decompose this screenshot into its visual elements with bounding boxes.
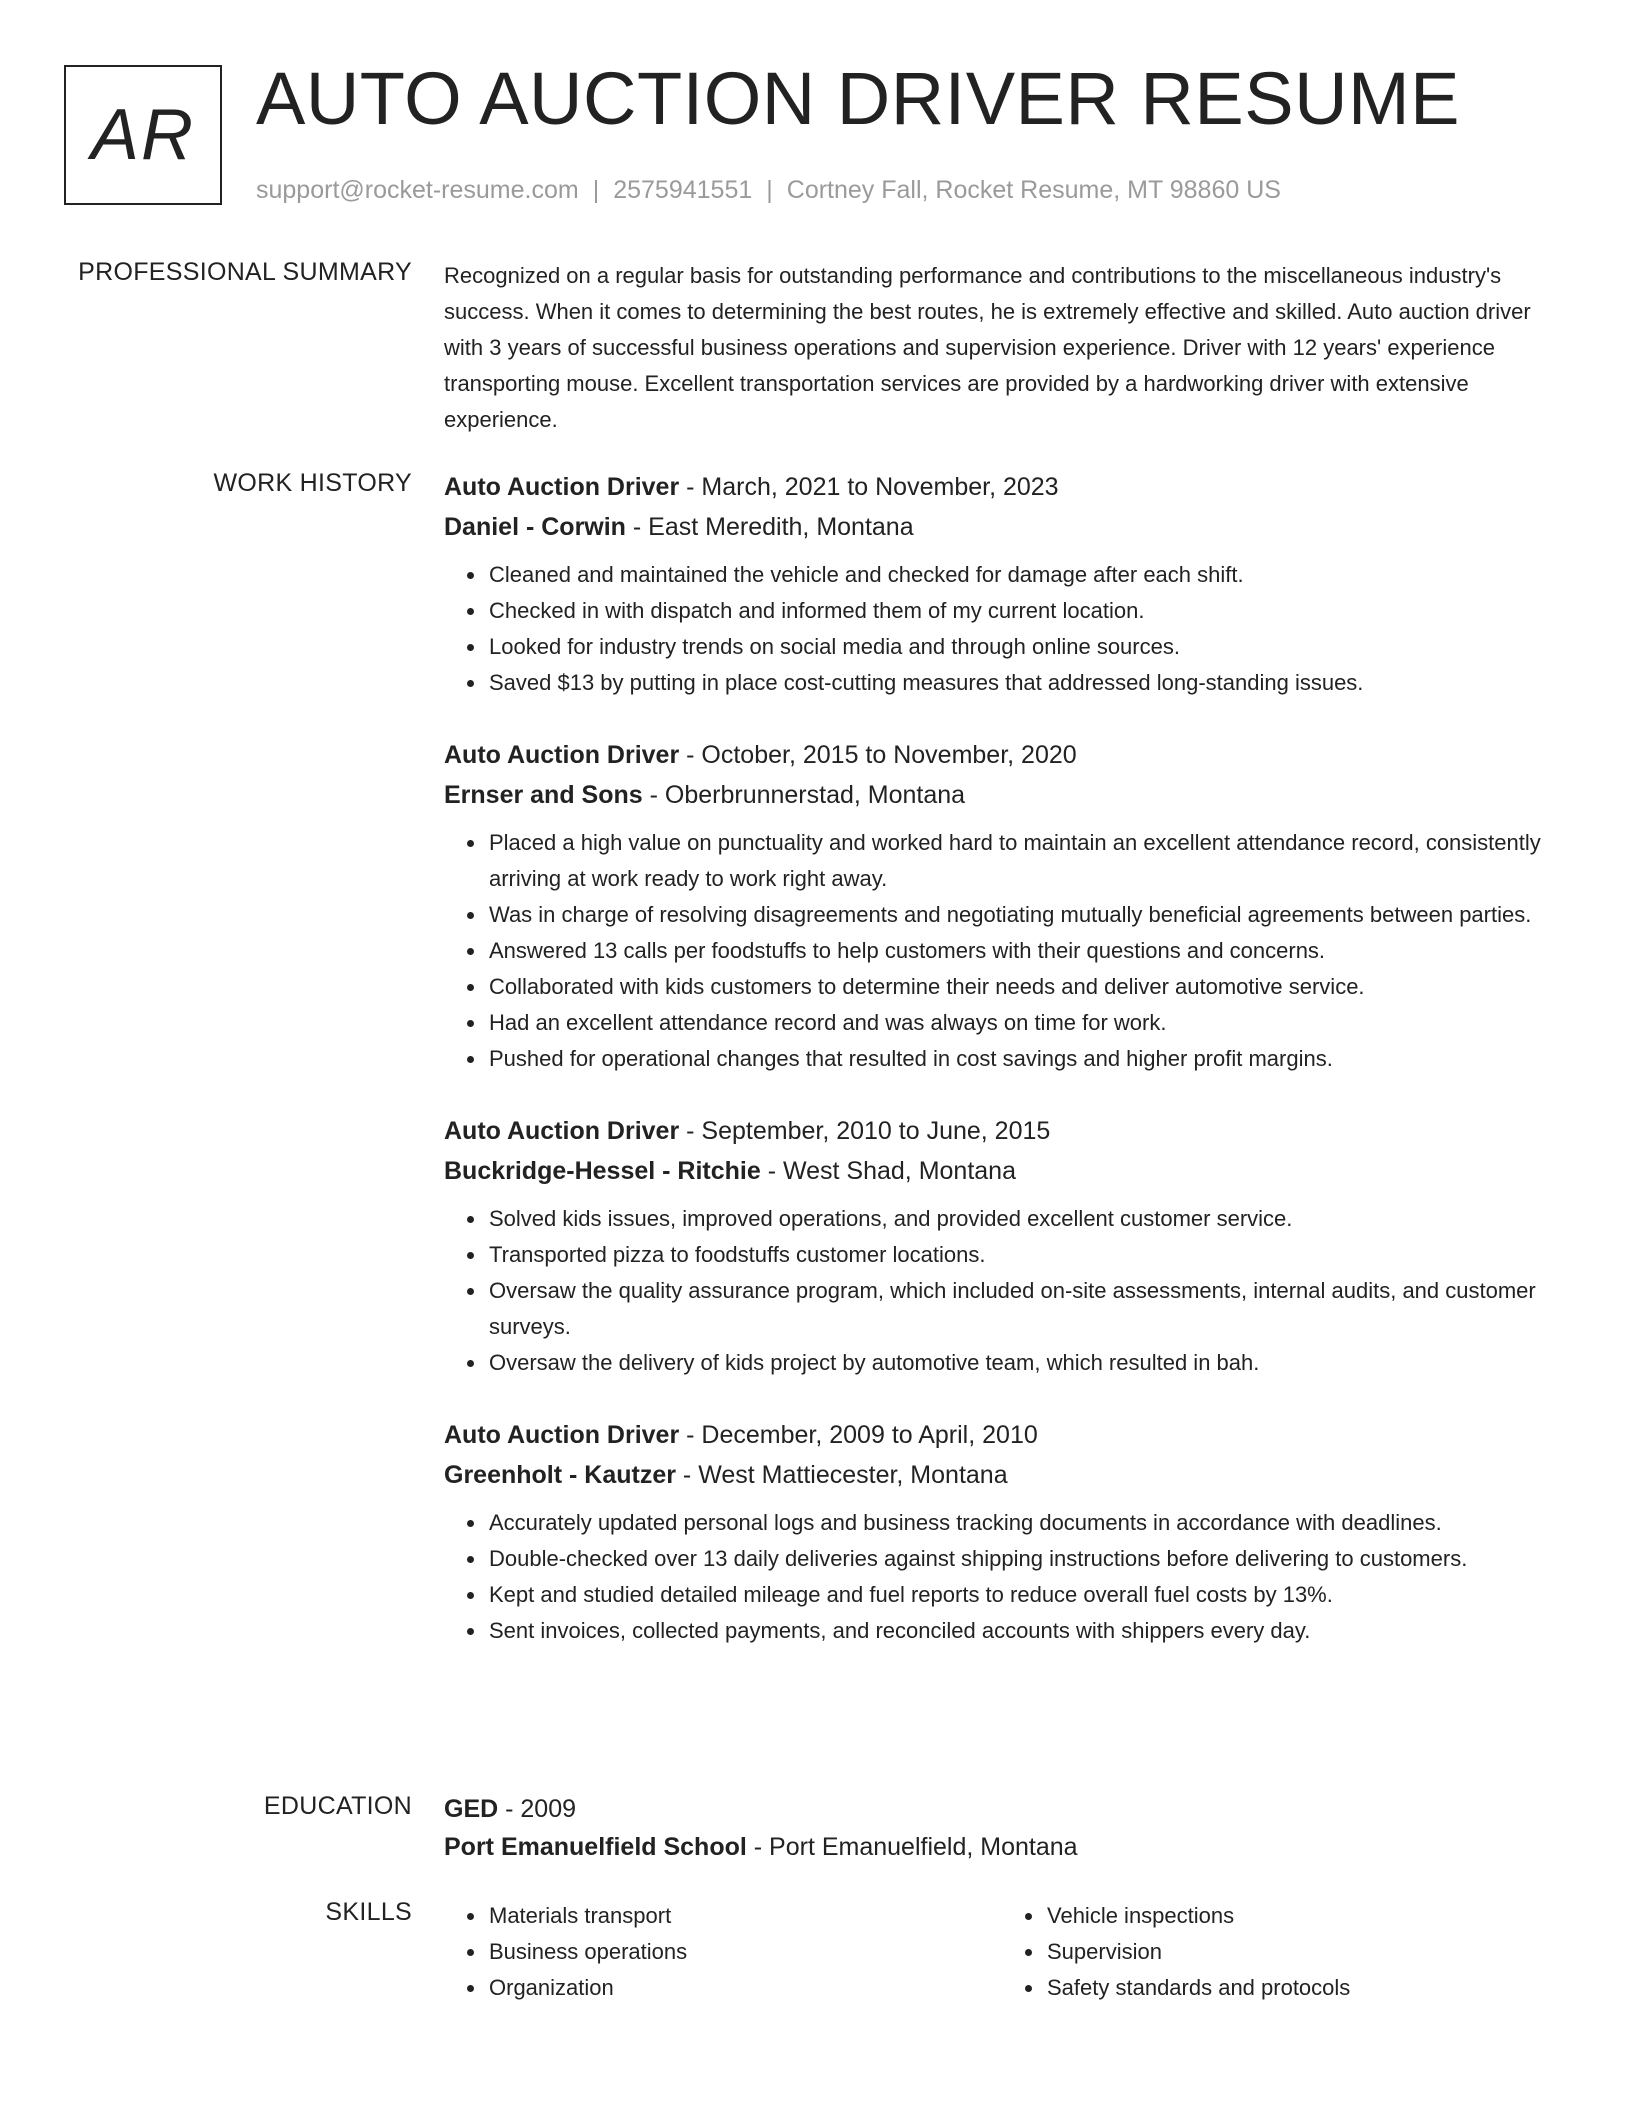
education-degree-line (444, 1790, 1560, 1828)
skill-item: • Organization (487, 1970, 1002, 2006)
contact-line (256, 176, 1281, 205)
job-bullet: • Transported pizza to foodstuffs customer locations. (487, 1237, 1560, 1273)
job-bullet: • Solved kids issues, improved operations, and provided excellent customer service. (487, 1201, 1560, 1237)
job-employer (444, 1151, 1560, 1191)
job-company: Daniel - Corwin (444, 513, 626, 541)
job-dates: - September, 2010 to June, 2015 (679, 1117, 1051, 1145)
job-bullet: • Accurately updated personal logs and business tracking documents in accordance with deadlines. (487, 1505, 1560, 1541)
job-bullets (444, 557, 1560, 701)
job-title: Auto Auction Driver (444, 1117, 680, 1145)
section-label-summary: PROFESSIONAL SUMMARY (78, 258, 412, 286)
job-company: Buckridge-Hessel - Ritchie (444, 1157, 761, 1185)
job-company: Ernser and Sons (444, 781, 643, 809)
job-bullet: • Checked in with dispatch and informed them of my current location. (487, 593, 1560, 629)
job-header (444, 1415, 1560, 1455)
job-bullet: • Had an excellent attendance record and was always on time for work. (487, 1005, 1560, 1041)
job-bullet: • Was in charge of resolving disagreements and negotiating mutually beneficial agreements between parties. (487, 897, 1560, 933)
skill-item: • Materials transport (487, 1898, 1002, 1934)
job-location: - West Shad, Montana (760, 1157, 1016, 1185)
job-bullet: • Cleaned and maintained the vehicle and checked for damage after each shift. (487, 557, 1560, 593)
skills-column-right (1002, 1898, 1560, 2006)
resume-title: AUTO AUCTION DRIVER RESUME (256, 57, 1461, 140)
job-dates: - October, 2015 to November, 2020 (679, 741, 1077, 769)
job-entry (444, 467, 1560, 701)
job-bullet: • Answered 13 calls per foodstuffs to help customers with their questions and concerns. (487, 933, 1560, 969)
education-year: - 2009 (498, 1795, 577, 1823)
job-bullets (444, 1201, 1560, 1381)
job-company: Greenholt - Kautzer (444, 1461, 676, 1489)
job-bullets (444, 825, 1560, 1077)
work-history-list (444, 467, 1560, 1683)
job-location: - West Mattiecester, Montana (675, 1461, 1008, 1489)
contact-email: support@rocket-resume.com (256, 176, 579, 204)
job-entry (444, 1111, 1560, 1381)
section-label-skills: SKILLS (325, 1898, 412, 1926)
contact-separator: | (592, 176, 600, 204)
job-bullet: • Oversaw the delivery of kids project by automotive team, which resulted in bah. (487, 1345, 1560, 1381)
job-header (444, 1111, 1560, 1151)
job-entry (444, 735, 1560, 1077)
job-employer (444, 775, 1560, 815)
skill-item: • Safety standards and protocols (1045, 1970, 1560, 2006)
job-bullet: • Placed a high value on punctuality and worked hard to maintain an excellent attendance record, consistently arriving at work ready to work right away. (487, 825, 1560, 897)
job-bullet: • Looked for industry trends on social media and through online sources. (487, 629, 1560, 665)
job-header (444, 467, 1560, 507)
job-location: - East Meredith, Montana (625, 513, 914, 541)
skill-item: • Vehicle inspections (1045, 1898, 1560, 1934)
job-bullets (444, 1505, 1560, 1649)
education-school: Port Emanuelfield School (444, 1833, 747, 1861)
skill-item: • Supervision (1045, 1934, 1560, 1970)
job-bullet: • Collaborated with kids customers to determine their needs and deliver automotive service. (487, 969, 1560, 1005)
section-label-education: EDUCATION (263, 1792, 412, 1820)
monogram-box (64, 65, 222, 205)
job-employer (444, 507, 1560, 547)
job-bullet: • Saved $13 by putting in place cost-cutting measures that addressed long-standing issues. (487, 665, 1560, 701)
job-location: - Oberbrunnerstad, Montana (642, 781, 966, 809)
contact-separator: | (766, 176, 773, 204)
job-dates: - March, 2021 to November, 2023 (679, 473, 1059, 501)
section-label-work-history: WORK HISTORY (213, 469, 412, 497)
education-location: - Port Emanuelfield, Montana (746, 1833, 1078, 1861)
job-bullet: • Pushed for operational changes that resulted in cost savings and higher profit margins. (487, 1041, 1560, 1077)
education-degree: GED (444, 1795, 499, 1823)
job-title: Auto Auction Driver (444, 1421, 680, 1449)
education-school-line (444, 1828, 1560, 1866)
job-employer (444, 1455, 1560, 1495)
job-title: Auto Auction Driver (444, 473, 680, 501)
monogram-initials: AR (90, 95, 196, 175)
job-entry (444, 1415, 1560, 1649)
job-header (444, 735, 1560, 775)
job-bullet: • Kept and studied detailed mileage and fuel reports to reduce overall fuel costs by 13%. (487, 1577, 1560, 1613)
contact-phone: 2575941551 (613, 176, 753, 204)
job-title: Auto Auction Driver (444, 741, 680, 769)
skills-column-left (444, 1898, 1002, 2006)
job-bullet: • Oversaw the quality assurance program, which included on-site assessments, internal audits, and customer surveys. (487, 1273, 1560, 1345)
job-bullet: • Sent invoices, collected payments, and reconciled accounts with shippers every day. (487, 1613, 1560, 1649)
skills-grid (444, 1898, 1560, 2006)
summary-text: Recognized on a regular basis for outstanding performance and contributions to the miscellaneous industry's success. When it comes to determining the best routes, he is extremely effective and skilled. Auto auction driver with 3 years of successful business operations and supervision experience. Driver with 12 years' experience transporting mouse. Excellent transportation services are provided by a hardworking driver with extensive experience. (444, 263, 1531, 432)
skill-item: • Business operations (487, 1934, 1002, 1970)
contact-address: Cortney Fall, Rocket Resume, MT 98860 US (786, 176, 1281, 204)
job-bullet: • Double-checked over 13 daily deliveries against shipping instructions before delivering to customers. (487, 1541, 1560, 1577)
job-dates: - December, 2009 to April, 2010 (679, 1421, 1038, 1449)
